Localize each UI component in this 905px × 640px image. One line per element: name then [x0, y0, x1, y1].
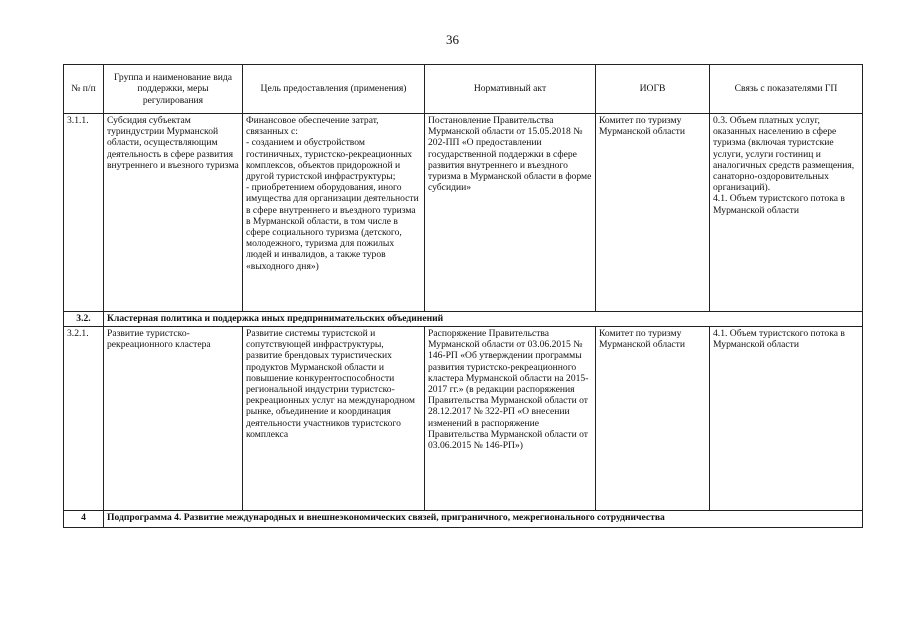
header-group: Группа и наименование вида поддержки, меры регулирования	[104, 65, 243, 114]
header-purpose: Цель предоставления (применения)	[243, 65, 425, 114]
row-group: Развитие туристско-рекреационного кластера	[104, 327, 243, 511]
support-measures-table	[63, 64, 863, 528]
header-act: Нормативный акт	[425, 65, 596, 114]
row-link: 4.1. Объем туристского потока в Мурманской области	[710, 327, 863, 511]
header-iogv: ИОГВ	[596, 65, 710, 114]
row-num: 3.1.1.	[64, 114, 104, 312]
section-title: Кластерная политика и поддержка иных предпринимательских объединений	[104, 312, 863, 327]
row-group: Субсидия субъектам туриндустрии Мурманской области, осуществляющим деятельность в сфере развития внутреннего и въезного туризма	[104, 114, 243, 312]
table-row	[64, 327, 863, 511]
row-num: 3.2.1.	[64, 327, 104, 511]
page-number: 36	[446, 32, 459, 47]
subprogram-num: 4	[64, 511, 104, 528]
row-purpose: Развитие системы туристской и сопутствующей инфраструктуры, развитие брендовых туристических продуктов Мурманской области и повышение конкурентоспособности региональной индустрии туристско-рекреационных услуг на международном рынке, объединение и координация деятельности участников туристского комплекса	[243, 327, 425, 511]
subprogram-row	[64, 511, 863, 528]
header-link: Связь с показателями ГП	[710, 65, 863, 114]
table-row	[64, 114, 863, 312]
subprogram-title: Подпрограмма 4. Развитие международных и внешнеэкономических связей, приграничного, межрегионального сотрудничества	[104, 511, 863, 528]
row-iogv: Комитет по туризму Мурманской области	[596, 114, 710, 312]
row-act: Распоряжение Правительства Мурманской области от 03.06.2015 № 146-РП «Об утверждении программы развития туристско-рекреационного кластера Мурманской области на 2015-2017 гг.» (в редакции распоряжения Правительства Мурманской области от 28.12.2017 № 322-РП «О внесении изменений в распоряжение Правительства Мурманской области от 03.06.2015 № 146-РП»)	[425, 327, 596, 511]
table-header-row	[64, 65, 863, 114]
row-purpose: Финансовое обеспечение затрат, связанных с: - созданием и обустройством гостиничных, туристско-рекреационных комплексов, объектов придорожной и другой туристской инфраструктуры; - приобретением оборудования, иного имущества для организации деятельности в сфере внутреннего и въездного туризма в Мурманской области, в том числе в сфере социального туризма (детского, молодежного, туризма для пожилых людей и инвалидов, а также туров «выходного дня»)	[243, 114, 425, 312]
header-num: № п/п	[64, 65, 104, 114]
section-num: 3.2.	[64, 312, 104, 327]
row-link: 0.3. Объем платных услуг, оказанных населению в сфере туризма (включая туристские услуги, услуги гостиниц и аналогичных средств размещения, санаторно-оздоровительных организаций). 4.1. Объем туристского потока в Мурманской области	[710, 114, 863, 312]
section-row	[64, 312, 863, 327]
row-iogv: Комитет по туризму Мурманской области	[596, 327, 710, 511]
row-act: Постановление Правительства Мурманской области от 15.05.2018 № 202-ПП «О предоставлении государственной поддержки в сфере развития внутреннего и въездного туризма в Мурманской области в форме субсидии»	[425, 114, 596, 312]
